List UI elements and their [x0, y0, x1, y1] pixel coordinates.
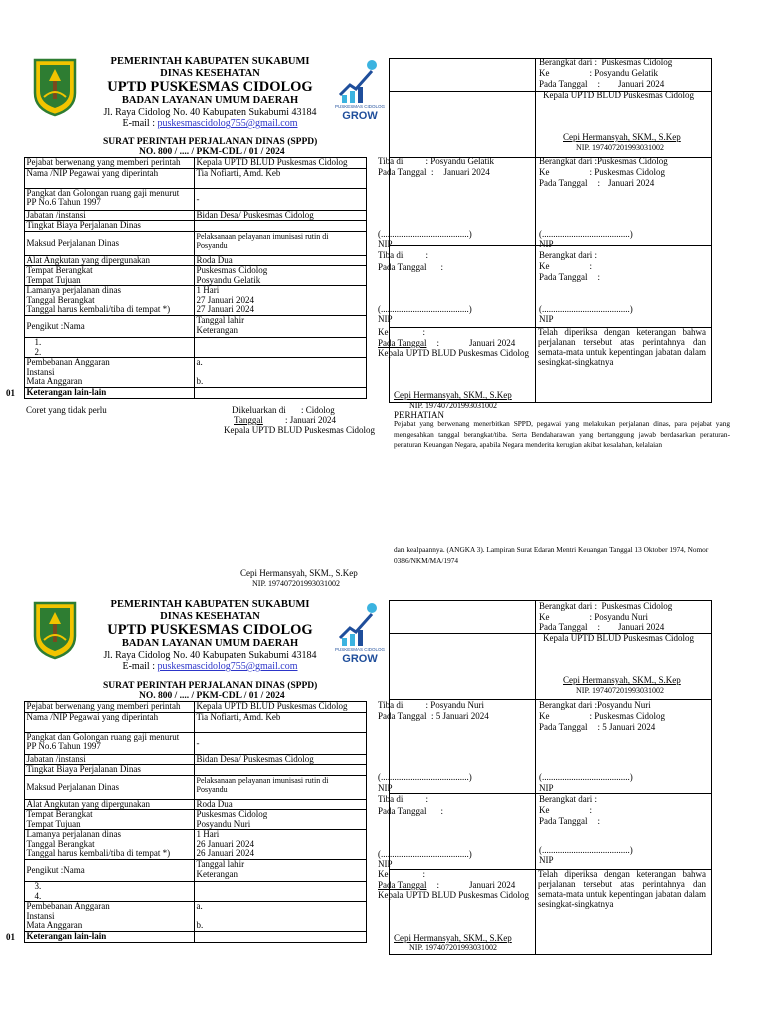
back1-date-final: Pada Tanggal : Januari 2024 [378, 338, 516, 348]
form-title: SURAT PERINTAH PERJALANAN DINAS (SPPD) [103, 137, 318, 147]
issued-title: Kepala UPTD BLUD Puskesmas Cidolog [224, 425, 375, 435]
back2-arrive: Tiba di : Posyandu Nuri [378, 700, 484, 710]
back2-depart2: Berangkat dari :Posyandu Nuri [539, 700, 651, 710]
issued-nip: NIP. 197407201993031002 [252, 579, 341, 588]
back1-to: Ke : Posyandu Gelatik [539, 68, 659, 78]
back1-head-final: Kepala UPTD BLUD Puskesmas Cidolog [378, 348, 529, 358]
grow-logo-icon [334, 600, 386, 664]
back1-arrive: Tiba di : Posyandu Gelatik [378, 156, 494, 166]
duration-value: 1 Hari 27 Januari 2024 27 Januari 2024 [194, 286, 366, 316]
back1-depart3: Berangkat dari : [539, 250, 597, 260]
email-link[interactable]: puskesmascidolog755@gmail.com [157, 118, 298, 129]
notes-value [194, 388, 366, 398]
followers-list: 3. 4. [24, 882, 194, 902]
back2-sig2: (.......................................) [539, 772, 633, 782]
sppd-table-1 [6, 157, 367, 399]
employee-value: Tia Nofiarti, Amd. Keb [194, 713, 366, 733]
back1-arrive3-date: Pada Tanggal : [378, 262, 443, 272]
budget-label: Pembebanan Anggaran Instansi Mata Anggaran [24, 358, 194, 388]
gov-name: PEMERINTAH KABUPATEN SUKABUMI [110, 56, 310, 67]
purpose-value: Pelaksanaan pelayanan imunisasi rutin di Posyandu [194, 775, 366, 799]
back1-to2: Ke : Puskesmas Cidolog [539, 167, 666, 177]
back1-to3: Ke : [539, 261, 593, 271]
cost-value [194, 221, 366, 231]
back1-date2: Pada Tanggal : Januari 2024 [539, 178, 655, 188]
back1-sig3: (.......................................) [378, 304, 472, 314]
back2-nip1: NIP [378, 783, 393, 793]
notes-value [194, 932, 366, 942]
place-value: Puskesmas Cidolog Posyandu Gelatik [194, 266, 366, 286]
gov-name: PEMERINTAH KABUPATEN SUKABUMI [110, 599, 310, 610]
transport-value: Roda Dua [194, 255, 366, 265]
followers-header: Tanggal lahir Keterangan [194, 316, 366, 338]
budget-value: a. b. [194, 358, 366, 388]
cost-value [194, 765, 366, 775]
followers-label: Pengikut :Nama [24, 860, 194, 882]
form-number: NO. 800 / .... / PKM-CDL / 01 / 2024 [139, 691, 285, 701]
back2-date2: Pada Tanggal : 5 Januari 2024 [539, 722, 656, 732]
notes-label: Keterangan lain-lain [24, 388, 194, 398]
back1-verified: Telah diperiksa dengan keterangan bahwa perjalanan tersebut atas perintahnya dan semata-mata untuk kepentingan jabatan dalam sesingkat-singkatnya [538, 327, 706, 368]
notice-text: Pejabat yang berwenang menerbitkan SPPD, pegawai yang melakukan perjalanan dinas, para pejabat yang mengesahkan tanggal berangkat/tiba. Serta Bendaharawan yang bertanggung jawab berdasarkan peraturan-peraturan Keuangan Negara, apabila Negara menderita kerugian akibat kesalahan, kelalaian [394, 419, 730, 450]
strike-note: Coret yang tidak perlu [26, 405, 107, 415]
back1-sig2: (.......................................) [539, 229, 633, 239]
rank-label: Pangkat dan Golongan ruang gaji menurut PP No.6 Tahun 1997 [24, 189, 194, 211]
followers-values [194, 882, 366, 902]
transport-label: Alat Angkutan yang dipergunakan [24, 799, 194, 809]
duration-label: Lamanya perjalanan dinas Tanggal Berangkat Tanggal harus kembali/tiba di tempat *) [24, 830, 194, 860]
back2-head-final: Kepala UPTD BLUD Puskesmas Cidolog [378, 890, 529, 900]
duration-label: Lamanya perjalanan dinas Tanggal Berangkat Tanggal harus kembali/tiba di tempat *) [24, 286, 194, 316]
grow-logo-icon [334, 57, 386, 121]
dept-name: DINAS KESEHATAN [160, 68, 260, 79]
back1-sig1: (.......................................) [378, 229, 472, 239]
back1-head-title: Kepala UPTD BLUD Puskesmas Cidolog [543, 90, 694, 100]
back2-date3: Pada Tanggal : [539, 816, 600, 826]
followers-label: Pengikut :Nama [24, 316, 194, 338]
official-value: Kepala UPTD BLUD Puskesmas Cidolog [194, 702, 366, 713]
back1-nip2: NIP [539, 239, 554, 249]
position-label: Jabatan /instansi [24, 211, 194, 221]
unit-name: UPTD PUSKESMAS CIDOLOG [107, 622, 313, 638]
back1-date: Pada Tanggal : Januari 2024 [539, 79, 665, 89]
back1-signer-nip: NIP. 197407201993031002 [576, 143, 665, 152]
email-label: E-mail : [122, 118, 155, 129]
rank-label: Pangkat dan Golongan ruang gaji menurut PP No.6 Tahun 1997 [24, 733, 194, 755]
back2-sig4: (.......................................) [539, 845, 633, 855]
place-label: Tempat Berangkat Tempat Tujuan [24, 810, 194, 830]
logo-word: GROW [342, 653, 378, 664]
official-label: Pejabat berwenang yang memberi perintah [24, 158, 194, 169]
back2-arrive3-date: Pada Tanggal : [378, 806, 443, 816]
agency-name: BADAN LAYANAN UMUM DAERAH [121, 95, 299, 106]
official-label: Pejabat berwenang yang memberi perintah [24, 702, 194, 713]
back1-signer-final: Cepi Hermansyah, SKM., S.Kep [394, 390, 512, 400]
back1-depart: Berangkat dari : Puskesmas Cidolog [539, 57, 673, 67]
back2-to-final: Ke : [378, 869, 426, 879]
logo-word: GROW [342, 110, 378, 121]
address: Jl. Raya Cidolog No. 40 Kabupaten Sukabumi 43184 [103, 650, 317, 661]
email-link[interactable]: puskesmascidolog755@gmail.com [157, 661, 298, 672]
back1-arrive-date: Pada Tanggal : Januari 2024 [378, 167, 490, 177]
back1-arrive3: Tiba di : [378, 250, 428, 260]
transport-value: Roda Dua [194, 799, 366, 809]
back1-nip3: NIP [378, 314, 393, 324]
email-label: E-mail : [122, 661, 155, 672]
rank-value: - [194, 733, 366, 755]
employee-label: Nama /NIP Pegawai yang diperintah [24, 713, 194, 733]
back1-nip4: NIP [539, 314, 554, 324]
agency-name: BADAN LAYANAN UMUM DAERAH [121, 638, 299, 649]
purpose-value: Pelaksanaan pelayanan imunisasi rutin di Posyandu [194, 231, 366, 255]
notes-label: Keterangan lain-lain [24, 932, 194, 942]
budget-label: Pembebanan Anggaran Instansi Mata Anggaran [24, 902, 194, 932]
followers-values [194, 338, 366, 358]
back1-signer: Cepi Hermansyah, SKM., S.Kep [563, 132, 681, 142]
employee-value: Tia Nofiarti, Amd. Keb [194, 169, 366, 189]
notice-continued: dan kealpaannya. (ANGKA 3). Lampiran Surat Edaran Mentri Keuangan Tanggal 13 Oktober 1974, Nomor 0386/NKM/MA/1974 [394, 545, 709, 565]
address: Jl. Raya Cidolog No. 40 Kabupaten Sukabumi 43184 [103, 107, 317, 118]
issued-date-value: : Januari 2024 [285, 415, 336, 425]
logo-caption: PUSKESMAS CIDOLOG [334, 647, 386, 652]
email-line [60, 661, 360, 672]
logo-caption: PUSKESMAS CIDOLOG [334, 104, 386, 109]
form-number: NO. 800 / .... / PKM-CDL / 01 / 2024 [139, 147, 285, 157]
position-value: Bidan Desa/ Puskesmas Cidolog [194, 211, 366, 221]
purpose-label: Maksud Perjalanan Dinas [24, 775, 194, 799]
back2-depart: Berangkat dari : Puskesmas Cidolog [539, 601, 673, 611]
email-line [60, 118, 360, 129]
issued-at-label: Dikeluarkan di [232, 405, 286, 415]
back2-arrive3: Tiba di : [378, 794, 428, 804]
back2-to3: Ke : [539, 805, 593, 815]
cost-label: Tingkat Biaya Perjalanan Dinas [24, 221, 194, 231]
followers-header: Tanggal lahir Keterangan [194, 860, 366, 882]
row-number: 01 [6, 388, 24, 398]
back2-depart3: Berangkat dari : [539, 794, 597, 804]
back2-signer: Cepi Hermansyah, SKM., S.Kep [563, 675, 681, 685]
back2-arrive-date: Pada Tanggal : 5 Januari 2024 [378, 711, 489, 721]
official-value: Kepala UPTD BLUD Puskesmas Cidolog [194, 158, 366, 169]
place-value: Puskesmas Cidolog Posyandu Nuri [194, 810, 366, 830]
back1-depart2: Berangkat dari :Puskesmas Cidolog [539, 156, 668, 166]
followers-list: 1. 2. [24, 338, 194, 358]
place-label: Tempat Berangkat Tempat Tujuan [24, 266, 194, 286]
back2-date: Pada Tanggal : Januari 2024 [539, 622, 665, 632]
back2-nip4: NIP [539, 855, 554, 865]
back2-nip2: NIP [539, 783, 554, 793]
back2-nip-final: NIP. 197407201993031002 [409, 943, 498, 952]
notice-title: PERHATIAN [394, 410, 445, 420]
back2-nip3: NIP [378, 859, 393, 869]
employee-label: Nama /NIP Pegawai yang diperintah [24, 169, 194, 189]
purpose-label: Maksud Perjalanan Dinas [24, 231, 194, 255]
duration-value: 1 Hari 26 Januari 2024 26 Januari 2024 [194, 830, 366, 860]
back2-signer-final: Cepi Hermansyah, SKM., S.Kep [394, 933, 512, 943]
unit-name: UPTD PUSKESMAS CIDOLOG [107, 79, 313, 95]
issued-signer: Cepi Hermansyah, SKM., S.Kep [240, 568, 358, 578]
back2-sig1: (.......................................) [378, 772, 472, 782]
back1-nip-final: NIP. 197407201993031002 [409, 401, 498, 410]
back2-head-title: Kepala UPTD BLUD Puskesmas Cidolog [543, 633, 694, 643]
back2-signer-nip: NIP. 197407201993031002 [576, 686, 665, 695]
budget-value: a. b. [194, 902, 366, 932]
transport-label: Alat Angkutan yang dipergunakan [24, 255, 194, 265]
issued-at-value: : Cidolog [301, 405, 335, 415]
back1-nip1: NIP [378, 239, 393, 249]
back2-date-final: Pada Tanggal : Januari 2024 [378, 880, 516, 890]
cost-label: Tingkat Biaya Perjalanan Dinas [24, 765, 194, 775]
back1-date3: Pada Tanggal : [539, 272, 600, 282]
issued-date-label: Tanggal [234, 415, 263, 425]
dept-name: DINAS KESEHATAN [160, 611, 260, 622]
position-value: Bidan Desa/ Puskesmas Cidolog [194, 755, 366, 765]
form-title: SURAT PERINTAH PERJALANAN DINAS (SPPD) [103, 681, 318, 691]
back1-to-final: Ke : [378, 327, 426, 337]
back2-to2: Ke : Puskesmas Cidolog [539, 711, 666, 721]
back1-sig4: (.......................................) [539, 304, 633, 314]
row-number: 01 [6, 932, 24, 942]
position-label: Jabatan /instansi [24, 755, 194, 765]
back2-to: Ke : Posyandu Nuri [539, 612, 649, 622]
back2-sig3: (.......................................) [378, 849, 472, 859]
sppd-table-2 [6, 701, 367, 943]
back2-verified: Telah diperiksa dengan keterangan bahwa perjalanan tersebut atas perintahnya dan semata-mata untuk kepentingan jabatan dalam sesingkat-singkatnya [538, 869, 706, 910]
rank-value: - [194, 189, 366, 211]
